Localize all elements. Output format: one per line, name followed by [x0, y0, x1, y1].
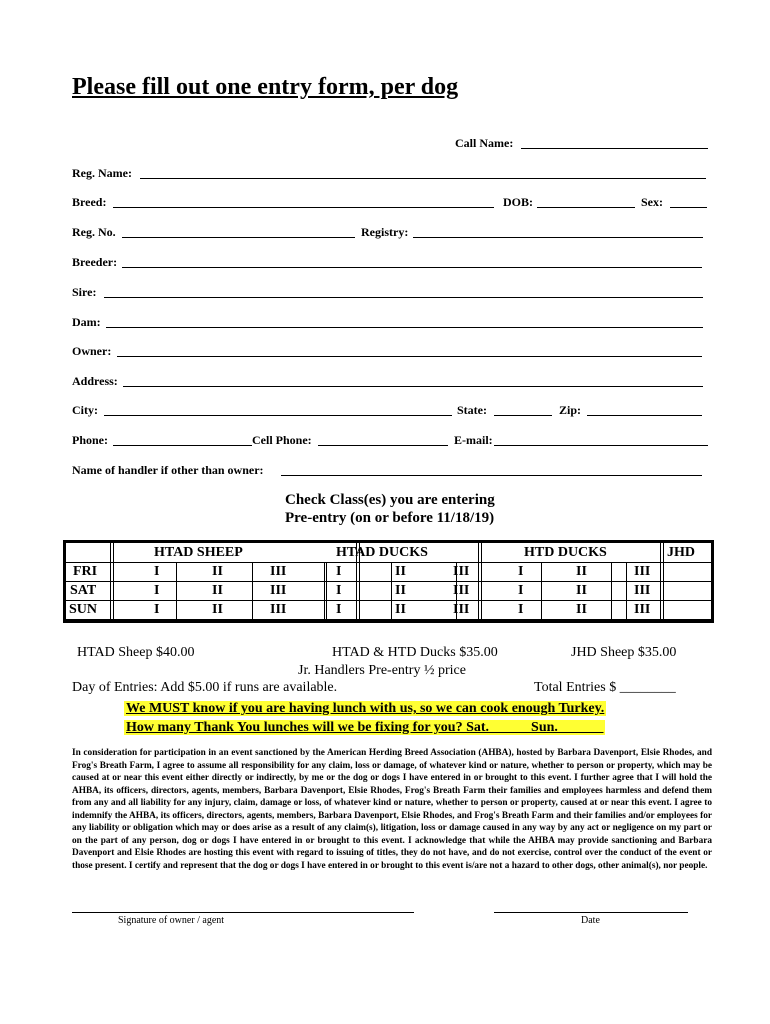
header-htad-ducks: HTAD DUCKS — [336, 545, 428, 560]
call-name-label: Call Name: — [455, 136, 514, 150]
checkbox-sun-sheep-i[interactable]: I — [154, 602, 160, 617]
price-ducks: HTAD & HTD Ducks $35.00 — [332, 645, 498, 660]
checkbox-sat-htad-ducks-i[interactable]: I — [336, 583, 342, 598]
day-of-entries: Day of Entries: Add $5.00 if runs are available. — [72, 680, 338, 695]
sex-field[interactable] — [670, 207, 707, 208]
signature-label: Signature of owner / agent — [118, 915, 225, 926]
header-jhd: JHD — [667, 545, 695, 560]
registry-label: Registry: — [361, 225, 409, 239]
checkbox-fri-htad-ducks-iii[interactable]: III — [453, 564, 470, 579]
price-htad-sheep: HTAD Sheep $40.00 — [77, 645, 195, 660]
checkbox-sun-htd-ducks-i[interactable]: I — [518, 602, 524, 617]
handler-label: Name of handler if other than owner: — [72, 463, 264, 477]
breeder-label: Breeder: — [72, 255, 118, 269]
day-sat: SAT — [70, 583, 97, 598]
address-label: Address: — [72, 374, 118, 388]
breeder-field[interactable] — [122, 267, 702, 268]
zip-field[interactable] — [587, 415, 702, 416]
page-title: Please fill out one entry form, per dog — [72, 74, 459, 100]
phone-label: Phone: — [72, 433, 108, 447]
checkbox-fri-htd-ducks-ii[interactable]: II — [576, 564, 587, 579]
checkbox-sun-sheep-iii[interactable]: III — [270, 602, 287, 617]
checkbox-fri-htad-ducks-i[interactable]: I — [336, 564, 342, 579]
checkbox-sat-htd-ducks-iii[interactable]: III — [634, 583, 651, 598]
zip-label: Zip: — [559, 403, 582, 417]
date-line[interactable] — [494, 912, 688, 913]
checkbox-sat-sheep-iii[interactable]: III — [270, 583, 287, 598]
call-name-field[interactable] — [521, 148, 708, 149]
reg-no-label: Reg. No. — [72, 225, 116, 239]
checkbox-fri-sheep-i[interactable]: I — [154, 564, 160, 579]
owner-field[interactable] — [117, 356, 702, 357]
checkbox-fri-sheep-iii[interactable]: III — [270, 564, 287, 579]
checkbox-sat-htad-ducks-iii[interactable]: III — [453, 583, 470, 598]
checkbox-sun-htd-ducks-ii[interactable]: II — [576, 602, 587, 617]
handler-field[interactable] — [281, 475, 702, 476]
checkbox-sun-htd-ducks-iii[interactable]: III — [634, 602, 651, 617]
dam-label: Dam: — [72, 315, 101, 329]
date-label: Date — [581, 915, 600, 926]
state-field[interactable] — [494, 415, 552, 416]
class-heading: Check Class(es) you are entering — [285, 492, 495, 508]
reg-no-field[interactable] — [122, 237, 355, 238]
header-htad-sheep: HTAD SHEEP — [154, 545, 243, 560]
checkbox-fri-htad-ducks-ii[interactable]: II — [395, 564, 406, 579]
dob-field[interactable] — [537, 207, 635, 208]
checkbox-sat-htd-ducks-ii[interactable]: II — [576, 583, 587, 598]
cell-phone-field[interactable] — [318, 445, 448, 446]
lunch-must-notice: We MUST know if you are having lunch with us, so we can cook enough Turkey. — [126, 701, 605, 716]
signature-line[interactable] — [72, 912, 414, 913]
checkbox-sat-htd-ducks-i[interactable]: I — [518, 583, 524, 598]
checkbox-sun-sheep-ii[interactable]: II — [212, 602, 223, 617]
breed-label: Breed: — [72, 195, 107, 209]
email-field[interactable] — [494, 445, 708, 446]
reg-name-field[interactable] — [140, 178, 706, 179]
checkbox-sun-htad-ducks-ii[interactable]: II — [395, 602, 406, 617]
checkbox-sun-htad-ducks-iii[interactable]: III — [453, 602, 470, 617]
sire-label: Sire: — [72, 285, 97, 299]
city-field[interactable] — [104, 415, 452, 416]
header-htd-ducks: HTD DUCKS — [524, 545, 607, 560]
dob-label: DOB: — [503, 195, 533, 209]
breed-field[interactable] — [113, 207, 494, 208]
sire-field[interactable] — [104, 297, 703, 298]
city-label: City: — [72, 403, 98, 417]
email-label: E-mail: — [454, 433, 493, 447]
checkbox-fri-sheep-ii[interactable]: II — [212, 564, 223, 579]
sex-label: Sex: — [641, 195, 663, 209]
cell-phone-label: Cell Phone: — [252, 433, 312, 447]
lunch-count-notice[interactable]: How many Thank You lunches will we be fixing for you? Sat. _____ Sun. ______ — [126, 720, 604, 735]
class-table — [63, 540, 714, 623]
day-fri: FRI — [73, 564, 98, 579]
reg-name-label: Reg. Name: — [72, 166, 132, 180]
price-jr-handlers: Jr. Handlers Pre-entry ½ price — [298, 663, 466, 678]
total-entries[interactable]: Total Entries $ ________ — [534, 680, 676, 695]
day-sun: SUN — [69, 602, 98, 617]
owner-label: Owner: — [72, 344, 112, 358]
state-label: State: — [457, 403, 487, 417]
checkbox-sat-sheep-i[interactable]: I — [154, 583, 160, 598]
price-jhd-sheep: JHD Sheep $35.00 — [571, 645, 677, 660]
liability-waiver: In consideration for participation in an event sanctioned by the American Herding Breed Association (AHBA), hosted by Barbara Davenport, Elsie Rhodes, and Frog's Breath Farm, I agree to assume all responsibility for any claim, loss or damage, of whatever kind or nature, whether to person or property, which may be caused at or near this event either directly or indirectly, by me or the dog or dogs I have entered in or brought to this event. I further agree that I will hold the AHBA, its officers, directors, agents, members, Barbara Davenport, Elsie Rhodes, Frog's Breath Farm their families and employees harmless and defend them from any and all liability for any injury, claim, damage or loss, of whatever kind or nature, whether to person or property, caused at or near this event. I agree to indemnify the AHBA, its officers, directors, agents, members, Barbara Davenport, Elsie Rhodes, and Frog's Breath Farm and their families and/or employees for any liability or obligation which may or does arise as a result of any claim(s), litigation, loss or damage caused in any way by any act or negligence on my part or on the part of any person, dog or dogs I have entered in or brought to this event. I acknowledge that while the AHBA may provide sanctioning and Barbara Davenport and Elsie Rhodes are hosting this event with regard to issuing of titles, they do not have, and do not exercise, control over the conduct of the event or those present. I certify and represent that the dog or dogs I have entered in or brought to this event is/are not a hazard to other dogs, other animal(s), nor people. — [72, 748, 712, 871]
dam-field[interactable] — [106, 327, 703, 328]
checkbox-fri-htd-ducks-iii[interactable]: III — [634, 564, 651, 579]
registry-field[interactable] — [413, 237, 703, 238]
checkbox-sat-sheep-ii[interactable]: II — [212, 583, 223, 598]
checkbox-sun-htad-ducks-i[interactable]: I — [336, 602, 342, 617]
checkbox-fri-htd-ducks-i[interactable]: I — [518, 564, 524, 579]
pre-entry-heading: Pre-entry (on or before 11/18/19) — [285, 510, 495, 526]
checkbox-sat-htad-ducks-ii[interactable]: II — [395, 583, 406, 598]
phone-field[interactable] — [113, 445, 252, 446]
address-field[interactable] — [123, 386, 703, 387]
